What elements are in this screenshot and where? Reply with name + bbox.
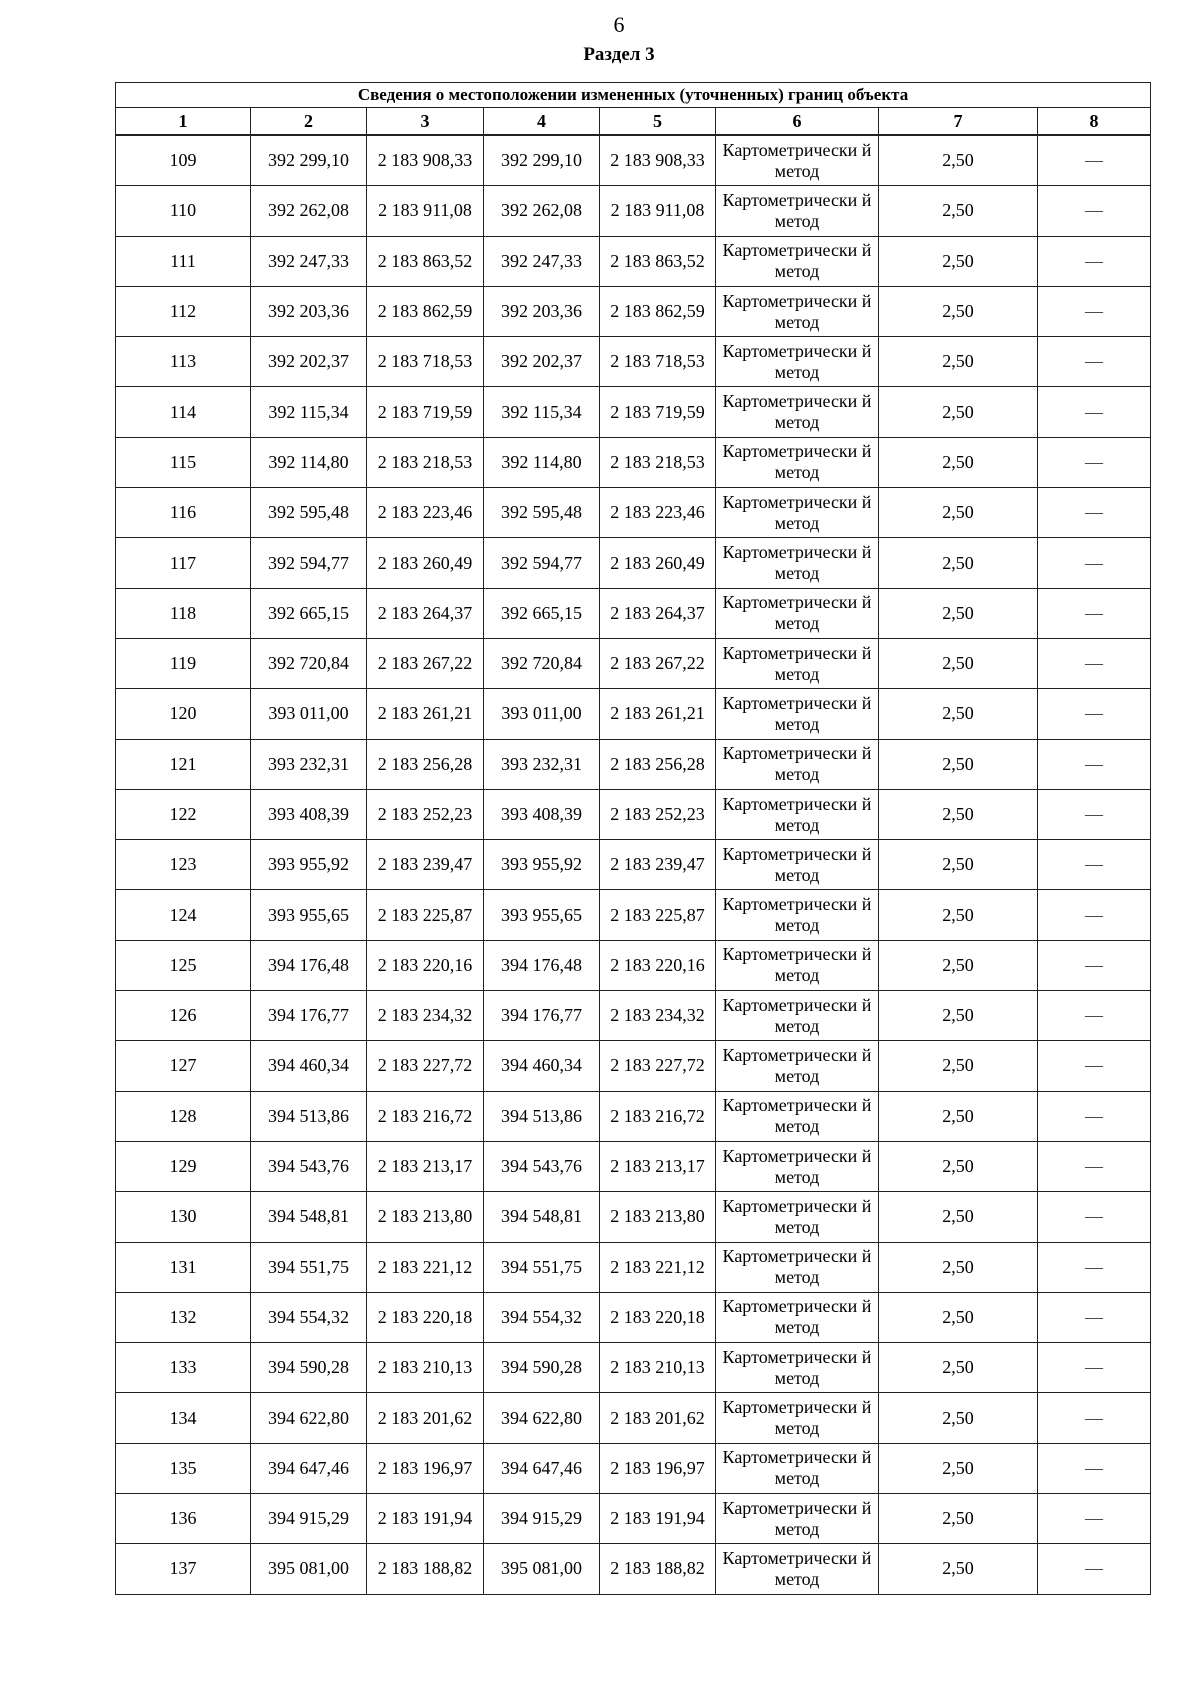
cell-y-new: 2 183 213,80 bbox=[600, 1192, 716, 1242]
table-row bbox=[116, 1242, 1151, 1292]
cell-accuracy: 2,50 bbox=[879, 1192, 1038, 1242]
cell-x-new: 394 915,29 bbox=[484, 1494, 600, 1544]
cell-y-new: 2 183 225,87 bbox=[600, 890, 716, 940]
cell-y-new: 2 183 188,82 bbox=[600, 1544, 716, 1594]
cell-accuracy: 2,50 bbox=[879, 236, 1038, 286]
cell-x-new: 394 622,80 bbox=[484, 1393, 600, 1443]
cell-x-old: 393 408,39 bbox=[251, 789, 367, 839]
cell-method: Картометрически й метод bbox=[716, 1443, 879, 1493]
cell-x-old: 394 543,76 bbox=[251, 1141, 367, 1191]
cell-x-old: 393 232,31 bbox=[251, 739, 367, 789]
cell-method: Картометрически й метод bbox=[716, 588, 879, 638]
cell-accuracy: 2,50 bbox=[879, 1242, 1038, 1292]
cell-method: Картометрически й метод bbox=[716, 1494, 879, 1544]
cell-description: — bbox=[1038, 638, 1151, 688]
table-row bbox=[116, 940, 1151, 990]
cell-y-old: 2 183 220,18 bbox=[367, 1292, 484, 1342]
cell-x-new: 394 513,86 bbox=[484, 1091, 600, 1141]
table-row bbox=[116, 689, 1151, 739]
cell-y-old: 2 183 719,59 bbox=[367, 387, 484, 437]
table-row bbox=[116, 437, 1151, 487]
table-row bbox=[116, 1141, 1151, 1191]
cell-description: — bbox=[1038, 1343, 1151, 1393]
cell-method: Картометрически й метод bbox=[716, 1292, 879, 1342]
table-caption: Сведения о местоположении измененных (уточненных) границ объекта bbox=[116, 83, 1151, 108]
cell-y-old: 2 183 221,12 bbox=[367, 1242, 484, 1292]
cell-x-new: 393 232,31 bbox=[484, 739, 600, 789]
table-row bbox=[116, 1343, 1151, 1393]
cell-point-number: 122 bbox=[116, 789, 251, 839]
cell-point-number: 118 bbox=[116, 588, 251, 638]
cell-point-number: 133 bbox=[116, 1343, 251, 1393]
cell-description: — bbox=[1038, 890, 1151, 940]
cell-method: Картометрически й метод bbox=[716, 236, 879, 286]
column-header: 7 bbox=[879, 108, 1038, 136]
cell-x-new: 392 115,34 bbox=[484, 387, 600, 437]
cell-point-number: 119 bbox=[116, 638, 251, 688]
cell-y-old: 2 183 239,47 bbox=[367, 840, 484, 890]
cell-y-new: 2 183 719,59 bbox=[600, 387, 716, 437]
table-row bbox=[116, 1443, 1151, 1493]
cell-x-old: 394 622,80 bbox=[251, 1393, 367, 1443]
cell-accuracy: 2,50 bbox=[879, 1393, 1038, 1443]
cell-accuracy: 2,50 bbox=[879, 1443, 1038, 1493]
cell-x-old: 392 594,77 bbox=[251, 538, 367, 588]
cell-y-old: 2 183 225,87 bbox=[367, 890, 484, 940]
cell-method: Картометрически й метод bbox=[716, 1041, 879, 1091]
column-header: 1 bbox=[116, 108, 251, 136]
cell-x-old: 393 011,00 bbox=[251, 689, 367, 739]
cell-y-new: 2 183 213,17 bbox=[600, 1141, 716, 1191]
cell-x-old: 394 176,48 bbox=[251, 940, 367, 990]
cell-description: — bbox=[1038, 437, 1151, 487]
cell-method: Картометрически й метод bbox=[716, 1141, 879, 1191]
cell-x-old: 394 554,32 bbox=[251, 1292, 367, 1342]
cell-x-old: 394 590,28 bbox=[251, 1343, 367, 1393]
cell-point-number: 125 bbox=[116, 940, 251, 990]
cell-description: — bbox=[1038, 135, 1151, 186]
cell-method: Картометрически й метод bbox=[716, 1242, 879, 1292]
cell-x-new: 394 647,46 bbox=[484, 1443, 600, 1493]
cell-y-old: 2 183 213,80 bbox=[367, 1192, 484, 1242]
cell-point-number: 114 bbox=[116, 387, 251, 437]
cell-y-new: 2 183 223,46 bbox=[600, 488, 716, 538]
cell-x-old: 394 551,75 bbox=[251, 1242, 367, 1292]
cell-description: — bbox=[1038, 689, 1151, 739]
cell-accuracy: 2,50 bbox=[879, 135, 1038, 186]
cell-x-new: 394 460,34 bbox=[484, 1041, 600, 1091]
table-row bbox=[116, 135, 1151, 186]
cell-accuracy: 2,50 bbox=[879, 789, 1038, 839]
cell-y-old: 2 183 218,53 bbox=[367, 437, 484, 487]
cell-method: Картометрически й метод bbox=[716, 1192, 879, 1242]
cell-description: — bbox=[1038, 1091, 1151, 1141]
cell-description: — bbox=[1038, 1192, 1151, 1242]
cell-point-number: 115 bbox=[116, 437, 251, 487]
cell-point-number: 116 bbox=[116, 488, 251, 538]
cell-accuracy: 2,50 bbox=[879, 488, 1038, 538]
cell-method: Картометрически й метод bbox=[716, 789, 879, 839]
cell-x-new: 394 543,76 bbox=[484, 1141, 600, 1191]
cell-method: Картометрически й метод bbox=[716, 387, 879, 437]
cell-y-old: 2 183 261,21 bbox=[367, 689, 484, 739]
table-row bbox=[116, 186, 1151, 236]
cell-y-old: 2 183 862,59 bbox=[367, 286, 484, 336]
cell-y-old: 2 183 227,72 bbox=[367, 1041, 484, 1091]
cell-method: Картометрически й метод bbox=[716, 538, 879, 588]
cell-description: — bbox=[1038, 186, 1151, 236]
cell-point-number: 123 bbox=[116, 840, 251, 890]
cell-y-new: 2 183 196,97 bbox=[600, 1443, 716, 1493]
table-row bbox=[116, 1292, 1151, 1342]
cell-x-new: 392 247,33 bbox=[484, 236, 600, 286]
cell-y-new: 2 183 221,12 bbox=[600, 1242, 716, 1292]
table-row bbox=[116, 1192, 1151, 1242]
cell-y-old: 2 183 213,17 bbox=[367, 1141, 484, 1191]
cell-accuracy: 2,50 bbox=[879, 940, 1038, 990]
cell-point-number: 113 bbox=[116, 337, 251, 387]
cell-point-number: 117 bbox=[116, 538, 251, 588]
cell-method: Картометрически й метод bbox=[716, 1343, 879, 1393]
cell-y-new: 2 183 264,37 bbox=[600, 588, 716, 638]
cell-accuracy: 2,50 bbox=[879, 1343, 1038, 1393]
cell-description: — bbox=[1038, 1041, 1151, 1091]
table-row bbox=[116, 789, 1151, 839]
cell-description: — bbox=[1038, 840, 1151, 890]
table-row bbox=[116, 1494, 1151, 1544]
cell-x-new: 394 590,28 bbox=[484, 1343, 600, 1393]
table-body bbox=[116, 135, 1151, 1594]
cell-point-number: 136 bbox=[116, 1494, 251, 1544]
column-header: 2 bbox=[251, 108, 367, 136]
cell-method: Картометрически й метод bbox=[716, 940, 879, 990]
cell-y-old: 2 183 908,33 bbox=[367, 135, 484, 186]
column-header: 5 bbox=[600, 108, 716, 136]
cell-accuracy: 2,50 bbox=[879, 588, 1038, 638]
cell-description: — bbox=[1038, 1494, 1151, 1544]
cell-x-old: 394 460,34 bbox=[251, 1041, 367, 1091]
cell-x-old: 392 665,15 bbox=[251, 588, 367, 638]
cell-x-new: 393 011,00 bbox=[484, 689, 600, 739]
cell-accuracy: 2,50 bbox=[879, 1091, 1038, 1141]
cell-description: — bbox=[1038, 991, 1151, 1041]
cell-description: — bbox=[1038, 488, 1151, 538]
cell-description: — bbox=[1038, 1242, 1151, 1292]
cell-method: Картометрически й метод bbox=[716, 890, 879, 940]
cell-y-new: 2 183 261,21 bbox=[600, 689, 716, 739]
cell-x-new: 393 408,39 bbox=[484, 789, 600, 839]
cell-accuracy: 2,50 bbox=[879, 1292, 1038, 1342]
cell-method: Картометрически й метод bbox=[716, 1393, 879, 1443]
table-row bbox=[116, 337, 1151, 387]
cell-method: Картометрически й метод bbox=[716, 991, 879, 1041]
cell-point-number: 112 bbox=[116, 286, 251, 336]
cell-description: — bbox=[1038, 1292, 1151, 1342]
cell-y-new: 2 183 862,59 bbox=[600, 286, 716, 336]
cell-point-number: 130 bbox=[116, 1192, 251, 1242]
table-row bbox=[116, 991, 1151, 1041]
cell-point-number: 110 bbox=[116, 186, 251, 236]
table-row bbox=[116, 588, 1151, 638]
column-header: 4 bbox=[484, 108, 600, 136]
cell-y-old: 2 183 234,32 bbox=[367, 991, 484, 1041]
cell-x-new: 392 203,36 bbox=[484, 286, 600, 336]
cell-x-old: 394 176,77 bbox=[251, 991, 367, 1041]
cell-accuracy: 2,50 bbox=[879, 1141, 1038, 1191]
cell-y-new: 2 183 908,33 bbox=[600, 135, 716, 186]
table-row bbox=[116, 387, 1151, 437]
cell-x-old: 392 595,48 bbox=[251, 488, 367, 538]
cell-y-new: 2 183 218,53 bbox=[600, 437, 716, 487]
table-row bbox=[116, 488, 1151, 538]
cell-x-new: 392 262,08 bbox=[484, 186, 600, 236]
cell-accuracy: 2,50 bbox=[879, 186, 1038, 236]
cell-y-new: 2 183 911,08 bbox=[600, 186, 716, 236]
cell-point-number: 111 bbox=[116, 236, 251, 286]
cell-description: — bbox=[1038, 739, 1151, 789]
cell-method: Картометрически й метод bbox=[716, 135, 879, 186]
cell-point-number: 126 bbox=[116, 991, 251, 1041]
cell-y-new: 2 183 267,22 bbox=[600, 638, 716, 688]
cell-x-new: 394 176,48 bbox=[484, 940, 600, 990]
cell-x-old: 394 513,86 bbox=[251, 1091, 367, 1141]
cell-point-number: 132 bbox=[116, 1292, 251, 1342]
cell-x-old: 392 115,34 bbox=[251, 387, 367, 437]
cell-method: Картометрически й метод bbox=[716, 689, 879, 739]
cell-point-number: 134 bbox=[116, 1393, 251, 1443]
cell-accuracy: 2,50 bbox=[879, 437, 1038, 487]
cell-point-number: 109 bbox=[116, 135, 251, 186]
cell-method: Картометрически й метод bbox=[716, 337, 879, 387]
cell-description: — bbox=[1038, 940, 1151, 990]
cell-x-old: 395 081,00 bbox=[251, 1544, 367, 1594]
cell-method: Картометрически й метод bbox=[716, 186, 879, 236]
cell-x-old: 392 262,08 bbox=[251, 186, 367, 236]
cell-accuracy: 2,50 bbox=[879, 991, 1038, 1041]
cell-accuracy: 2,50 bbox=[879, 538, 1038, 588]
column-header: 8 bbox=[1038, 108, 1151, 136]
cell-description: — bbox=[1038, 1443, 1151, 1493]
cell-x-new: 394 551,75 bbox=[484, 1242, 600, 1292]
section-title: Раздел 3 bbox=[583, 44, 655, 65]
cell-accuracy: 2,50 bbox=[879, 689, 1038, 739]
cell-description: — bbox=[1038, 1393, 1151, 1443]
cell-description: — bbox=[1038, 387, 1151, 437]
cell-y-new: 2 183 256,28 bbox=[600, 739, 716, 789]
cell-accuracy: 2,50 bbox=[879, 387, 1038, 437]
cell-point-number: 129 bbox=[116, 1141, 251, 1191]
cell-description: — bbox=[1038, 588, 1151, 638]
cell-y-new: 2 183 210,13 bbox=[600, 1343, 716, 1393]
cell-y-new: 2 183 220,18 bbox=[600, 1292, 716, 1342]
cell-point-number: 131 bbox=[116, 1242, 251, 1292]
table-row bbox=[116, 1393, 1151, 1443]
cell-y-new: 2 183 718,53 bbox=[600, 337, 716, 387]
cell-x-new: 392 595,48 bbox=[484, 488, 600, 538]
cell-x-old: 392 114,80 bbox=[251, 437, 367, 487]
cell-y-new: 2 183 252,23 bbox=[600, 789, 716, 839]
cell-x-new: 392 594,77 bbox=[484, 538, 600, 588]
cell-accuracy: 2,50 bbox=[879, 638, 1038, 688]
cell-point-number: 124 bbox=[116, 890, 251, 940]
cell-y-new: 2 183 234,32 bbox=[600, 991, 716, 1041]
cell-x-new: 392 299,10 bbox=[484, 135, 600, 186]
cell-y-old: 2 183 223,46 bbox=[367, 488, 484, 538]
cell-point-number: 127 bbox=[116, 1041, 251, 1091]
cell-point-number: 135 bbox=[116, 1443, 251, 1493]
cell-point-number: 128 bbox=[116, 1091, 251, 1141]
cell-y-new: 2 183 260,49 bbox=[600, 538, 716, 588]
cell-y-old: 2 183 260,49 bbox=[367, 538, 484, 588]
cell-method: Картометрически й метод bbox=[716, 488, 879, 538]
cell-y-old: 2 183 267,22 bbox=[367, 638, 484, 688]
cell-x-old: 394 548,81 bbox=[251, 1192, 367, 1242]
cell-x-new: 394 176,77 bbox=[484, 991, 600, 1041]
cell-y-new: 2 183 863,52 bbox=[600, 236, 716, 286]
cell-y-old: 2 183 220,16 bbox=[367, 940, 484, 990]
cell-point-number: 121 bbox=[116, 739, 251, 789]
cell-x-old: 393 955,92 bbox=[251, 840, 367, 890]
cell-method: Картометрически й метод bbox=[716, 437, 879, 487]
table-row bbox=[116, 1544, 1151, 1594]
cell-x-new: 394 554,32 bbox=[484, 1292, 600, 1342]
table-row bbox=[116, 286, 1151, 336]
cell-x-new: 392 202,37 bbox=[484, 337, 600, 387]
cell-description: — bbox=[1038, 1544, 1151, 1594]
cell-accuracy: 2,50 bbox=[879, 337, 1038, 387]
cell-y-old: 2 183 191,94 bbox=[367, 1494, 484, 1544]
cell-description: — bbox=[1038, 789, 1151, 839]
cell-point-number: 120 bbox=[116, 689, 251, 739]
cell-accuracy: 2,50 bbox=[879, 1494, 1038, 1544]
cell-x-old: 392 202,37 bbox=[251, 337, 367, 387]
cell-y-old: 2 183 911,08 bbox=[367, 186, 484, 236]
cell-y-old: 2 183 201,62 bbox=[367, 1393, 484, 1443]
cell-y-old: 2 183 188,82 bbox=[367, 1544, 484, 1594]
table-row bbox=[116, 739, 1151, 789]
cell-y-old: 2 183 216,72 bbox=[367, 1091, 484, 1141]
cell-accuracy: 2,50 bbox=[879, 1544, 1038, 1594]
cell-y-old: 2 183 718,53 bbox=[367, 337, 484, 387]
cell-x-old: 394 647,46 bbox=[251, 1443, 367, 1493]
cell-description: — bbox=[1038, 286, 1151, 336]
table-row bbox=[116, 840, 1151, 890]
column-header: 6 bbox=[716, 108, 879, 136]
cell-y-old: 2 183 210,13 bbox=[367, 1343, 484, 1393]
cell-x-new: 395 081,00 bbox=[484, 1544, 600, 1594]
cell-method: Картометрически й метод bbox=[716, 1091, 879, 1141]
cell-y-old: 2 183 196,97 bbox=[367, 1443, 484, 1493]
cell-y-new: 2 183 191,94 bbox=[600, 1494, 716, 1544]
column-header: 3 bbox=[367, 108, 484, 136]
table-row bbox=[116, 538, 1151, 588]
cell-x-old: 394 915,29 bbox=[251, 1494, 367, 1544]
table-row bbox=[116, 1041, 1151, 1091]
cell-accuracy: 2,50 bbox=[879, 1041, 1038, 1091]
table-row bbox=[116, 890, 1151, 940]
cell-method: Картометрически й метод bbox=[716, 286, 879, 336]
cell-x-new: 392 720,84 bbox=[484, 638, 600, 688]
cell-description: — bbox=[1038, 337, 1151, 387]
cell-description: — bbox=[1038, 236, 1151, 286]
cell-x-new: 392 665,15 bbox=[484, 588, 600, 638]
cell-x-new: 393 955,92 bbox=[484, 840, 600, 890]
cell-x-old: 392 203,36 bbox=[251, 286, 367, 336]
cell-y-new: 2 183 216,72 bbox=[600, 1091, 716, 1141]
cell-x-old: 392 247,33 bbox=[251, 236, 367, 286]
cell-accuracy: 2,50 bbox=[879, 739, 1038, 789]
cell-x-new: 393 955,65 bbox=[484, 890, 600, 940]
cell-accuracy: 2,50 bbox=[879, 286, 1038, 336]
cell-x-old: 392 299,10 bbox=[251, 135, 367, 186]
cell-y-old: 2 183 863,52 bbox=[367, 236, 484, 286]
page-number: 6 bbox=[613, 12, 625, 37]
cell-y-new: 2 183 220,16 bbox=[600, 940, 716, 990]
cell-accuracy: 2,50 bbox=[879, 890, 1038, 940]
cell-method: Картометрически й метод bbox=[716, 840, 879, 890]
cell-y-new: 2 183 239,47 bbox=[600, 840, 716, 890]
table-row bbox=[116, 638, 1151, 688]
cell-y-old: 2 183 256,28 bbox=[367, 739, 484, 789]
cell-method: Картометрически й метод bbox=[716, 638, 879, 688]
table-row bbox=[116, 236, 1151, 286]
boundary-coordinates-table bbox=[115, 82, 1151, 1595]
cell-x-old: 392 720,84 bbox=[251, 638, 367, 688]
table-row bbox=[116, 1091, 1151, 1141]
cell-x-old: 393 955,65 bbox=[251, 890, 367, 940]
cell-description: — bbox=[1038, 538, 1151, 588]
cell-method: Картометрически й метод bbox=[716, 1544, 879, 1594]
cell-method: Картометрически й метод bbox=[716, 739, 879, 789]
cell-y-old: 2 183 264,37 bbox=[367, 588, 484, 638]
cell-y-new: 2 183 227,72 bbox=[600, 1041, 716, 1091]
cell-x-new: 392 114,80 bbox=[484, 437, 600, 487]
cell-y-new: 2 183 201,62 bbox=[600, 1393, 716, 1443]
cell-accuracy: 2,50 bbox=[879, 840, 1038, 890]
cell-x-new: 394 548,81 bbox=[484, 1192, 600, 1242]
cell-description: — bbox=[1038, 1141, 1151, 1191]
cell-point-number: 137 bbox=[116, 1544, 251, 1594]
cell-y-old: 2 183 252,23 bbox=[367, 789, 484, 839]
